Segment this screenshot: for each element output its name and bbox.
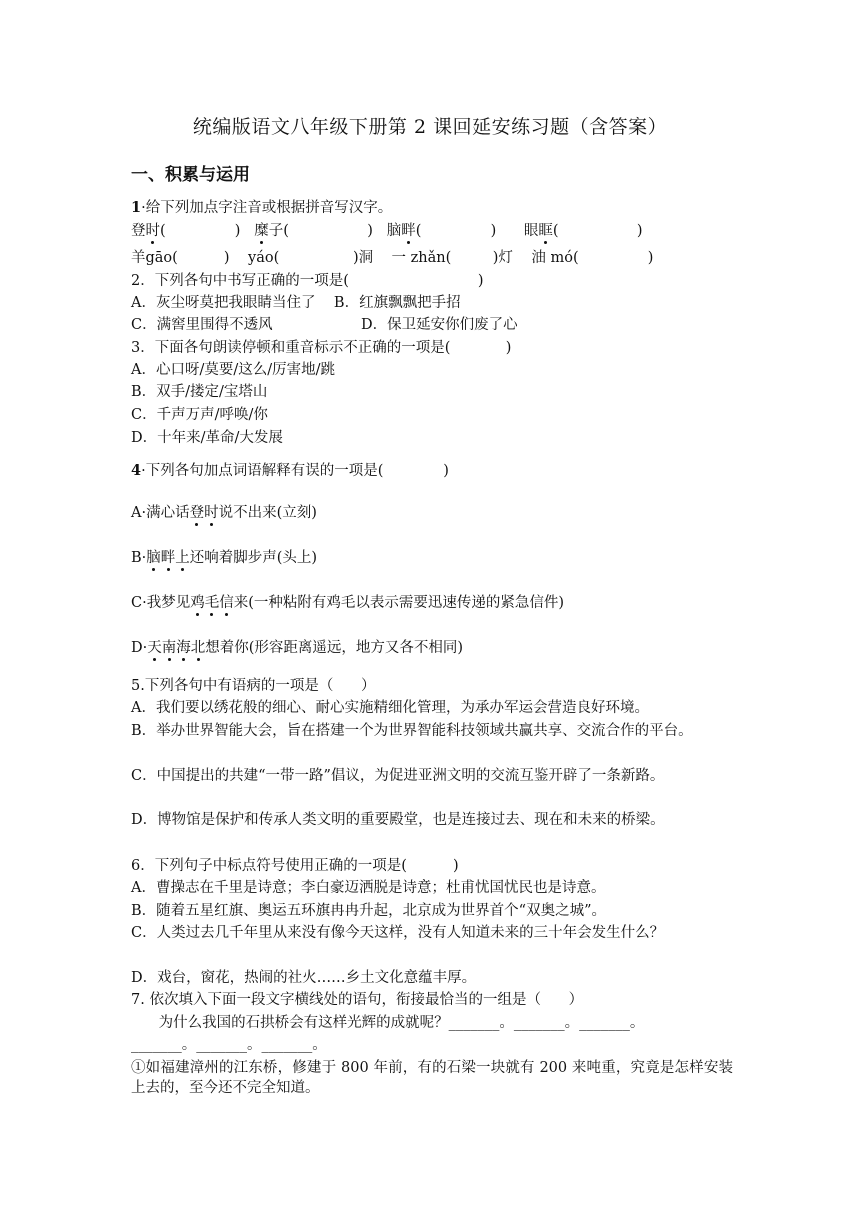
- question-2-options-ab: [131, 293, 461, 313]
- question-1-row1: [131, 221, 643, 241]
- question-6-stem: 6．下列句子中标点符号使用正确的一项是( ): [131, 858, 459, 874]
- dotted-word: [190, 505, 219, 521]
- section-heading: 一、积累与运用: [131, 165, 250, 185]
- question-7-passage-line1: 为什么我国的石拱桥会有这样光辉的成就呢？_______。_______。_______。: [131, 1015, 645, 1031]
- option-c: C．满窖里围得不透风: [131, 317, 273, 333]
- question-6-option-d: D．戏台，窗花，热闹的社火……乡土文化意蕴丰厚。: [131, 970, 477, 986]
- option-prefix: A·满心话: [131, 505, 190, 521]
- question-4-stem: [131, 461, 449, 481]
- question-2-options-cd: [131, 315, 518, 335]
- option-b: B．红旗飘飘把手招: [333, 295, 461, 311]
- option-d: D．保卫延安你们废了心: [361, 317, 518, 333]
- answer-blank: ( ): [283, 223, 373, 239]
- option-a: A．灰尘呀莫把我眼睛当住了: [131, 295, 316, 311]
- dotted-char: 信: [219, 595, 234, 611]
- question-3-option-d: D．十年来/革命/大发展: [131, 430, 283, 446]
- dotted-word: [146, 550, 190, 566]
- answer-blank: ( ): [160, 223, 241, 239]
- question-number: 4: [131, 462, 142, 479]
- question-5-option-b: B．举办世界智能大会，旨在搭建一个为世界智能科技领域共赢共享、交流合作的平台。: [131, 723, 693, 739]
- question-6-option-c: C．人类过去几千年里从来没有像今天这样，没有人知道未来的三十年会发生什么？: [131, 925, 665, 941]
- question-1-stem: [131, 198, 392, 218]
- option-prefix: C·我梦见: [131, 595, 191, 611]
- option-suffix: 还响着脚步声(头上): [189, 550, 318, 566]
- word-part: 子: [268, 223, 284, 239]
- question-3-option-a: A．心口呀/莫要/这么/厉害地/跳: [131, 362, 336, 378]
- question-6-option-a: A．曹操志在千里是诗意；李白豪迈洒脱是诗意；杜甫忧国忧民也是诗意。: [131, 880, 606, 896]
- dotted-char: 天: [147, 640, 162, 656]
- dotted-char: 毛: [204, 595, 220, 611]
- document-title: 统编版语文八年级下册第 2 课回延安练习题（含答案）: [192, 116, 668, 138]
- dotted-word: [190, 595, 234, 611]
- dotted-char: 眶: [538, 223, 553, 239]
- dotted-char: 畔: [401, 223, 416, 239]
- word-part: 登: [131, 223, 146, 239]
- option-suffix: 来(一种粘附有鸡毛以表示需要迅速传递的紧急信件): [233, 595, 565, 611]
- word-part: 眼: [523, 223, 539, 239]
- dotted-char: 脑: [146, 550, 161, 566]
- question-2-stem: 2．下列各句中书写正确的一项是( ): [131, 273, 484, 289]
- dotted-char: 畔: [160, 550, 176, 566]
- dotted-char: 糜: [254, 223, 269, 239]
- question-7-passage-line2: _______。_______。_______。: [131, 1037, 327, 1053]
- dotted-char: 南: [161, 640, 177, 656]
- question-4-option-b: [131, 548, 317, 568]
- question-4-option-a: [131, 503, 317, 523]
- question-5-option-d: D．博物馆是保护和传承人类文明的重要殿堂，也是连接过去、现在和未来的桥梁。: [131, 812, 665, 828]
- word-part: 脑: [386, 223, 402, 239]
- question-number: 1: [131, 199, 142, 216]
- dotted-char: 时: [145, 223, 160, 239]
- question-5-stem: 5.下列各句中有语病的一项是（ ）: [131, 678, 376, 694]
- question-5-option-c: C．中国提出的共建“一带一路”倡议，为促进亚洲文明的交流互鉴开辟了一条新路。: [131, 768, 665, 784]
- question-text: ·下列各句加点词语解释有误的一项是( ): [141, 463, 449, 479]
- dotted-char: 海: [176, 640, 191, 656]
- question-6-option-b: B．随着五星红旗、奥运五环旗冉冉升起，北京成为世界首个“双奥之城”。: [131, 903, 606, 919]
- option-prefix: B·: [131, 550, 147, 566]
- dotted-char: 上: [175, 550, 190, 566]
- question-7-stem: 7. 依次填入下面一段文字横线处的语句，衔接最恰当的一组是（ ）: [131, 992, 584, 1008]
- question-7-item-1: ①如福建漳州的江东桥，修建于 800 年前，有的石梁一块就有 200 来吨重，究竟是怎样安装上去的，至今还不完全知道。: [131, 1060, 733, 1096]
- option-prefix: D·: [131, 640, 148, 656]
- dotted-char: 登: [189, 505, 205, 521]
- question-3-stem: 3．下面各句朗读停顿和重音标示不正确的一项是( ): [131, 340, 512, 356]
- option-suffix: 说不出来(立刻): [218, 505, 317, 521]
- question-5-option-a: A．我们要以绣花般的细心、耐心实施精细化管理，为承办军运会营造良好环境。: [131, 700, 649, 716]
- answer-blank: ( ): [415, 223, 497, 239]
- question-3-option-c: C．千声万声/呼唤/你: [131, 407, 268, 423]
- dotted-char: 鸡: [190, 595, 205, 611]
- dotted-word: [147, 640, 205, 656]
- question-1-row2: 羊gāo( ) yáo( )洞 一 zhǎn( )灯 油 mó( ): [131, 250, 654, 266]
- answer-blank: ( ): [552, 223, 643, 239]
- question-4-option-c: [131, 593, 564, 613]
- question-4-option-d: [131, 638, 463, 658]
- question-3-option-b: B．双手/搂定/宝塔山: [131, 384, 268, 400]
- dotted-char: 北: [190, 640, 206, 656]
- dotted-char: 时: [204, 505, 219, 521]
- option-suffix: 想着你(形容距离遥远，地方又各不相同): [205, 640, 464, 656]
- question-text: ·给下列加点字注音或根据拼音写汉字。: [141, 200, 393, 216]
